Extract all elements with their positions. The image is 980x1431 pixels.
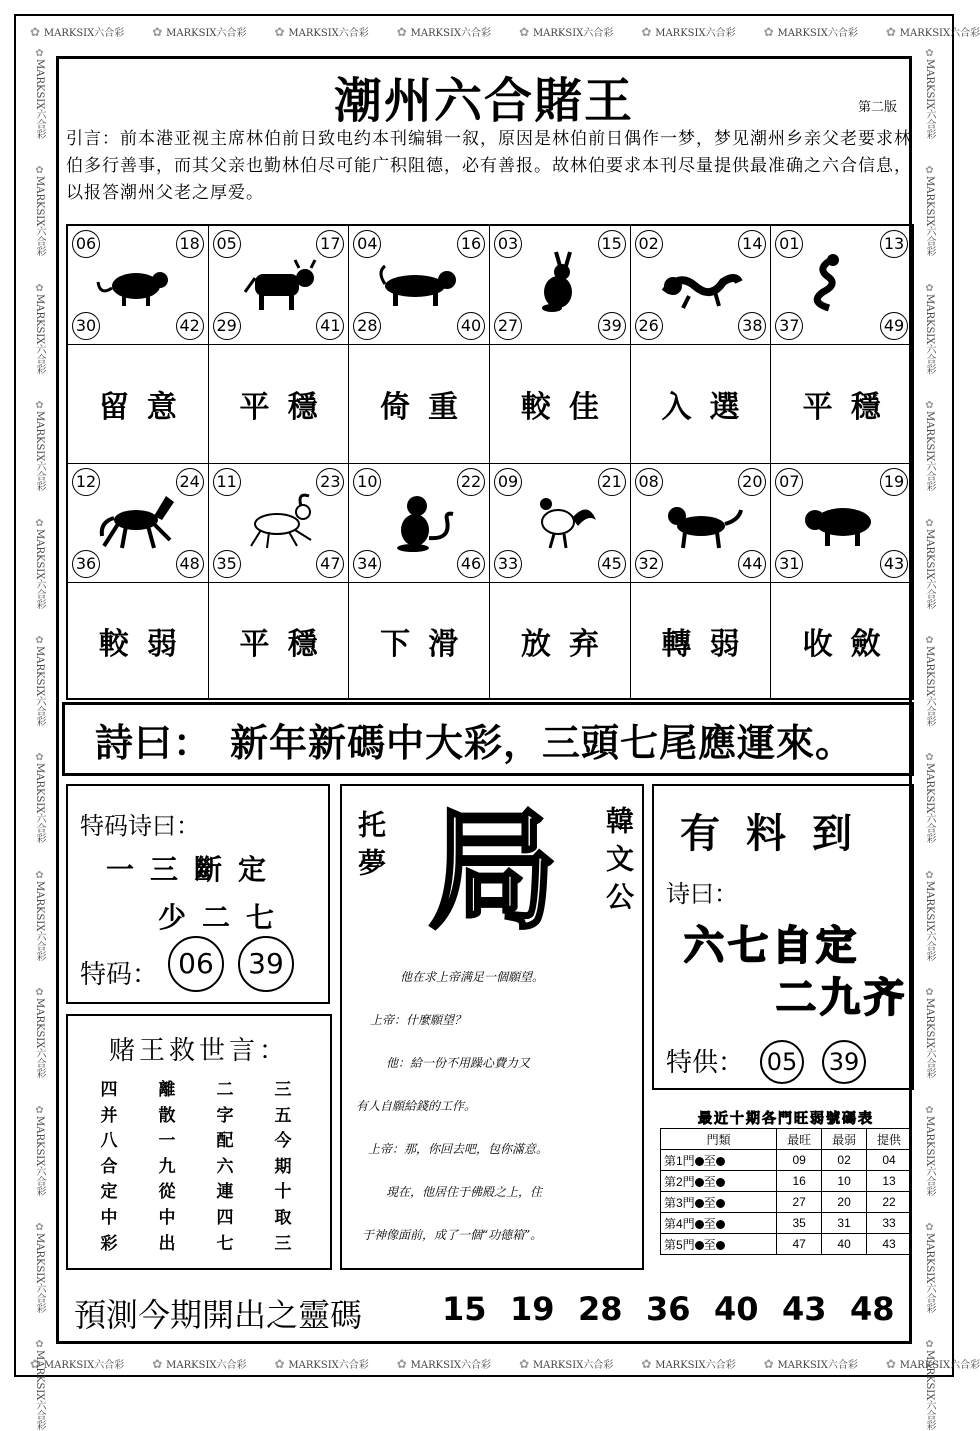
fortune-cell: 下滑 [349, 583, 490, 698]
zodiac-number: 13 [880, 230, 908, 258]
saying-box [66, 1014, 332, 1270]
zodiac-number: 35 [213, 550, 241, 578]
zodiac-cell [209, 226, 350, 345]
zodiac-number: 18 [176, 230, 204, 258]
zodiac-number: 42 [176, 312, 204, 340]
edition-label: 第二版 [858, 100, 898, 115]
zodiac-number: 31 [775, 550, 803, 578]
fortune-cell: 轉弱 [631, 583, 772, 698]
have-material-box [652, 784, 914, 1090]
fortune-cell: 平穩 [209, 583, 350, 698]
stats-header: 提供 [867, 1129, 912, 1150]
watermark-top: ✿ MARKSIX六合彩 ✿ MARKSIX六合彩 ✿ MARKSIX六合彩 ✿ MARKSIX六合彩 ✿ MARKSIX六合彩 ✿ MARKSIX六合彩 ✿ MARKSIX六合彩 ✿ MARKSIX六合彩 [30, 24, 980, 39]
zodiac-number: 26 [635, 312, 663, 340]
zodiac-cell [771, 464, 912, 583]
fortune-cell: 倚重 [349, 345, 490, 464]
watermark-right: ✿ MARKSIX六合彩 ✿ MARKSIX六合彩 ✿ MARKSIX六合彩 ✿ MARKSIX六合彩 ✿ MARKSIX六合彩 ✿ MARKSIX六合彩 ✿ MARKSIX六合彩 ✿ MARKSIX六合彩 ✿ MARKSIX六合彩 ✿ MARKSIX六合彩 ✿ MARKSIX六合彩 ✿ MARKSIX六合彩 [922, 48, 936, 1338]
have-material-line1: 六七自定 [684, 923, 860, 969]
special-code-number: 06 [168, 936, 224, 992]
fortune-cell: 放弃 [490, 583, 631, 698]
zodiac-number: 12 [72, 468, 100, 496]
zodiac-number: 43 [880, 550, 908, 578]
zodiac-number: 10 [353, 468, 381, 496]
zodiac-number: 03 [494, 230, 522, 258]
table-row: 第5門 至 47 40 43 [661, 1234, 912, 1255]
special-poem-line1: 一三斷定 [106, 853, 283, 886]
tiger-icon [377, 252, 462, 316]
watermark-left: ✿ MARKSIX六合彩 ✿ MARKSIX六合彩 ✿ MARKSIX六合彩 ✿ MARKSIX六合彩 ✿ MARKSIX六合彩 ✿ MARKSIX六合彩 ✿ MARKSIX六合彩 ✿ MARKSIX六合彩 ✿ MARKSIX六合彩 ✿ MARKSIX六合彩 ✿ MARKSIX六合彩 ✿ MARKSIX六合彩 [32, 48, 46, 1338]
have-material-line2: 二九齐 [776, 975, 908, 1021]
zodiac-number: 24 [176, 468, 204, 496]
table-row: 第4門 至 35 31 33 [661, 1213, 912, 1234]
fortune-cell: 較佳 [490, 345, 631, 464]
zodiac-number: 27 [494, 312, 522, 340]
monkey-icon [377, 490, 462, 554]
zodiac-number: 29 [213, 312, 241, 340]
page-title: 潮州六合賭王 [333, 73, 634, 129]
zodiac-number: 28 [353, 312, 381, 340]
table-row: 第3門 至 27 20 22 [661, 1192, 912, 1213]
saying-column: 二 字 配 六 連 四 七 [216, 1080, 234, 1254]
poem-label: 詩曰： [95, 720, 213, 765]
dream-left-label: 托夢 [354, 810, 387, 886]
zodiac-cell [209, 464, 350, 583]
saying-column: 三 五 今 期 十 取 三 [274, 1080, 292, 1254]
zodiac-cell [490, 464, 631, 583]
prediction-number: 48 [850, 1290, 895, 1328]
zodiac-number: 46 [457, 550, 485, 578]
table-row: 第1門 至 09 02 04 [661, 1150, 912, 1171]
big-character: 局 [428, 795, 559, 947]
prediction-number: 19 [510, 1290, 555, 1328]
zodiac-number: 17 [316, 230, 344, 258]
fortune-cell: 平穩 [771, 345, 912, 464]
fortune-cell: 留意 [68, 345, 209, 464]
zodiac-number: 40 [457, 312, 485, 340]
zodiac-cell [349, 226, 490, 345]
zodiac-number: 16 [457, 230, 485, 258]
dog-icon [659, 490, 744, 554]
zodiac-number: 21 [598, 468, 626, 496]
zodiac-number: 41 [316, 312, 344, 340]
stats-header: 最弱 [822, 1129, 867, 1150]
zodiac-number: 30 [72, 312, 100, 340]
poem-banner [62, 702, 914, 776]
zodiac-cell [631, 226, 772, 345]
zodiac-cell [349, 464, 490, 583]
saying-heading: 赌王救世言： [108, 1036, 289, 1066]
zodiac-number: 37 [775, 312, 803, 340]
zodiac-number: 32 [635, 550, 663, 578]
zodiac-number: 36 [72, 550, 100, 578]
zodiac-number: 33 [494, 550, 522, 578]
special-code-number: 39 [238, 936, 294, 992]
dream-box [340, 784, 644, 1270]
special-poem-heading: 特码诗曰： [80, 812, 200, 840]
zodiac-number: 05 [213, 230, 241, 258]
prediction-number: 36 [646, 1290, 691, 1328]
fortune-cell: 較弱 [68, 583, 209, 698]
zodiac-number: 23 [316, 468, 344, 496]
prediction-numbers [442, 1290, 918, 1328]
stats-header: 最旺 [777, 1129, 822, 1150]
zodiac-number: 06 [72, 230, 100, 258]
supply-number: 39 [822, 1040, 866, 1084]
zodiac-number: 09 [494, 468, 522, 496]
stats-table [660, 1128, 912, 1255]
have-material-poem-label: 诗曰： [666, 880, 738, 908]
table-row: 第2門 至 16 10 13 [661, 1171, 912, 1192]
pig-icon [799, 490, 884, 554]
supply-number: 05 [760, 1040, 804, 1084]
dream-story: 他在求上帝满足一個願望。 上帝：什麼願望？ 他：給一份不用躁心費力又 有人自願給錢的工作。 上帝：那，你回去吧，包你滿意。 現在，他居住于佛殿之上，住 于神像面前，成了一個“功德箱”。 [356, 970, 549, 1242]
poem-text: 新年新碼中大彩，三頭七尾應運來。 [230, 720, 855, 765]
special-code-box [66, 784, 330, 1004]
stats-title: 最近十期各門旺弱號碼表 [698, 1111, 874, 1127]
prediction-label: 預測今期開出之靈碼 [74, 1296, 363, 1334]
prediction-number: 40 [714, 1290, 759, 1328]
rooster-icon [518, 490, 603, 554]
zodiac-cell [68, 226, 209, 345]
saying-column: 離 散 一 九 從 中 出 [158, 1080, 176, 1254]
zodiac-number: 38 [738, 312, 766, 340]
zodiac-number: 02 [635, 230, 663, 258]
dragon-icon [659, 252, 744, 316]
zodiac-number: 08 [635, 468, 663, 496]
fortune-cell: 平穩 [209, 345, 350, 464]
zodiac-cell [490, 226, 631, 345]
zodiac-cell [68, 464, 209, 583]
watermark-bottom: ✿ MARKSIX六合彩 ✿ MARKSIX六合彩 ✿ MARKSIX六合彩 ✿ MARKSIX六合彩 ✿ MARKSIX六合彩 ✿ MARKSIX六合彩 ✿ MARKSIX六合彩 ✿ MARKSIX六合彩 [30, 1356, 980, 1371]
saying-column: 四 并 八 合 定 中 彩 [100, 1080, 118, 1254]
prediction-number: 15 [442, 1290, 487, 1328]
zodiac-number: 34 [353, 550, 381, 578]
ox-icon [237, 252, 322, 316]
prediction-number: 43 [782, 1290, 827, 1328]
fortune-cell: 收斂 [802, 626, 899, 662]
special-poem-line2: 少二七 [158, 901, 291, 934]
have-material-heading: 有料到 [680, 811, 878, 857]
zodiac-number: 39 [598, 312, 626, 340]
goat-icon [237, 490, 322, 554]
snake-icon [799, 252, 884, 316]
zodiac-number: 04 [353, 230, 381, 258]
zodiac-number: 14 [738, 230, 766, 258]
zodiac-number: 49 [880, 312, 908, 340]
zodiac-number: 45 [598, 550, 626, 578]
zodiac-cell [771, 226, 912, 345]
zodiac-number: 19 [880, 468, 908, 496]
rat-icon [96, 252, 181, 316]
intro-paragraph: 引言：前本港亚视主席林伯前日致电约本刊编辑一叙，原因是林伯前日偶作一梦，梦见潮州乡亲父老要求林伯多行善事，而其父亲也勤林伯尽可能广积阻德，必有善报。故林伯要求本刊尽量提供最准确之六合信息，以报答潮州父老之厚爱。 [66, 129, 912, 203]
zodiac-grid [66, 224, 914, 700]
supply-label: 特供： [666, 1048, 745, 1078]
special-code-label: 特码： [80, 960, 159, 990]
zodiac-number: 48 [176, 550, 204, 578]
zodiac-number: 22 [457, 468, 485, 496]
prediction-number: 28 [578, 1290, 623, 1328]
fortune-cell: 入選 [631, 345, 772, 464]
zodiac-cell [631, 464, 772, 583]
dream-right-label: 韓文公 [602, 806, 635, 920]
horse-icon [96, 490, 181, 554]
zodiac-number: 11 [213, 468, 241, 496]
rabbit-icon [518, 252, 603, 316]
zodiac-number: 44 [738, 550, 766, 578]
zodiac-number: 47 [316, 550, 344, 578]
stats-header: 門類 [661, 1129, 777, 1150]
zodiac-number: 15 [598, 230, 626, 258]
zodiac-number: 01 [775, 230, 803, 258]
zodiac-number: 20 [738, 468, 766, 496]
zodiac-number: 07 [775, 468, 803, 496]
